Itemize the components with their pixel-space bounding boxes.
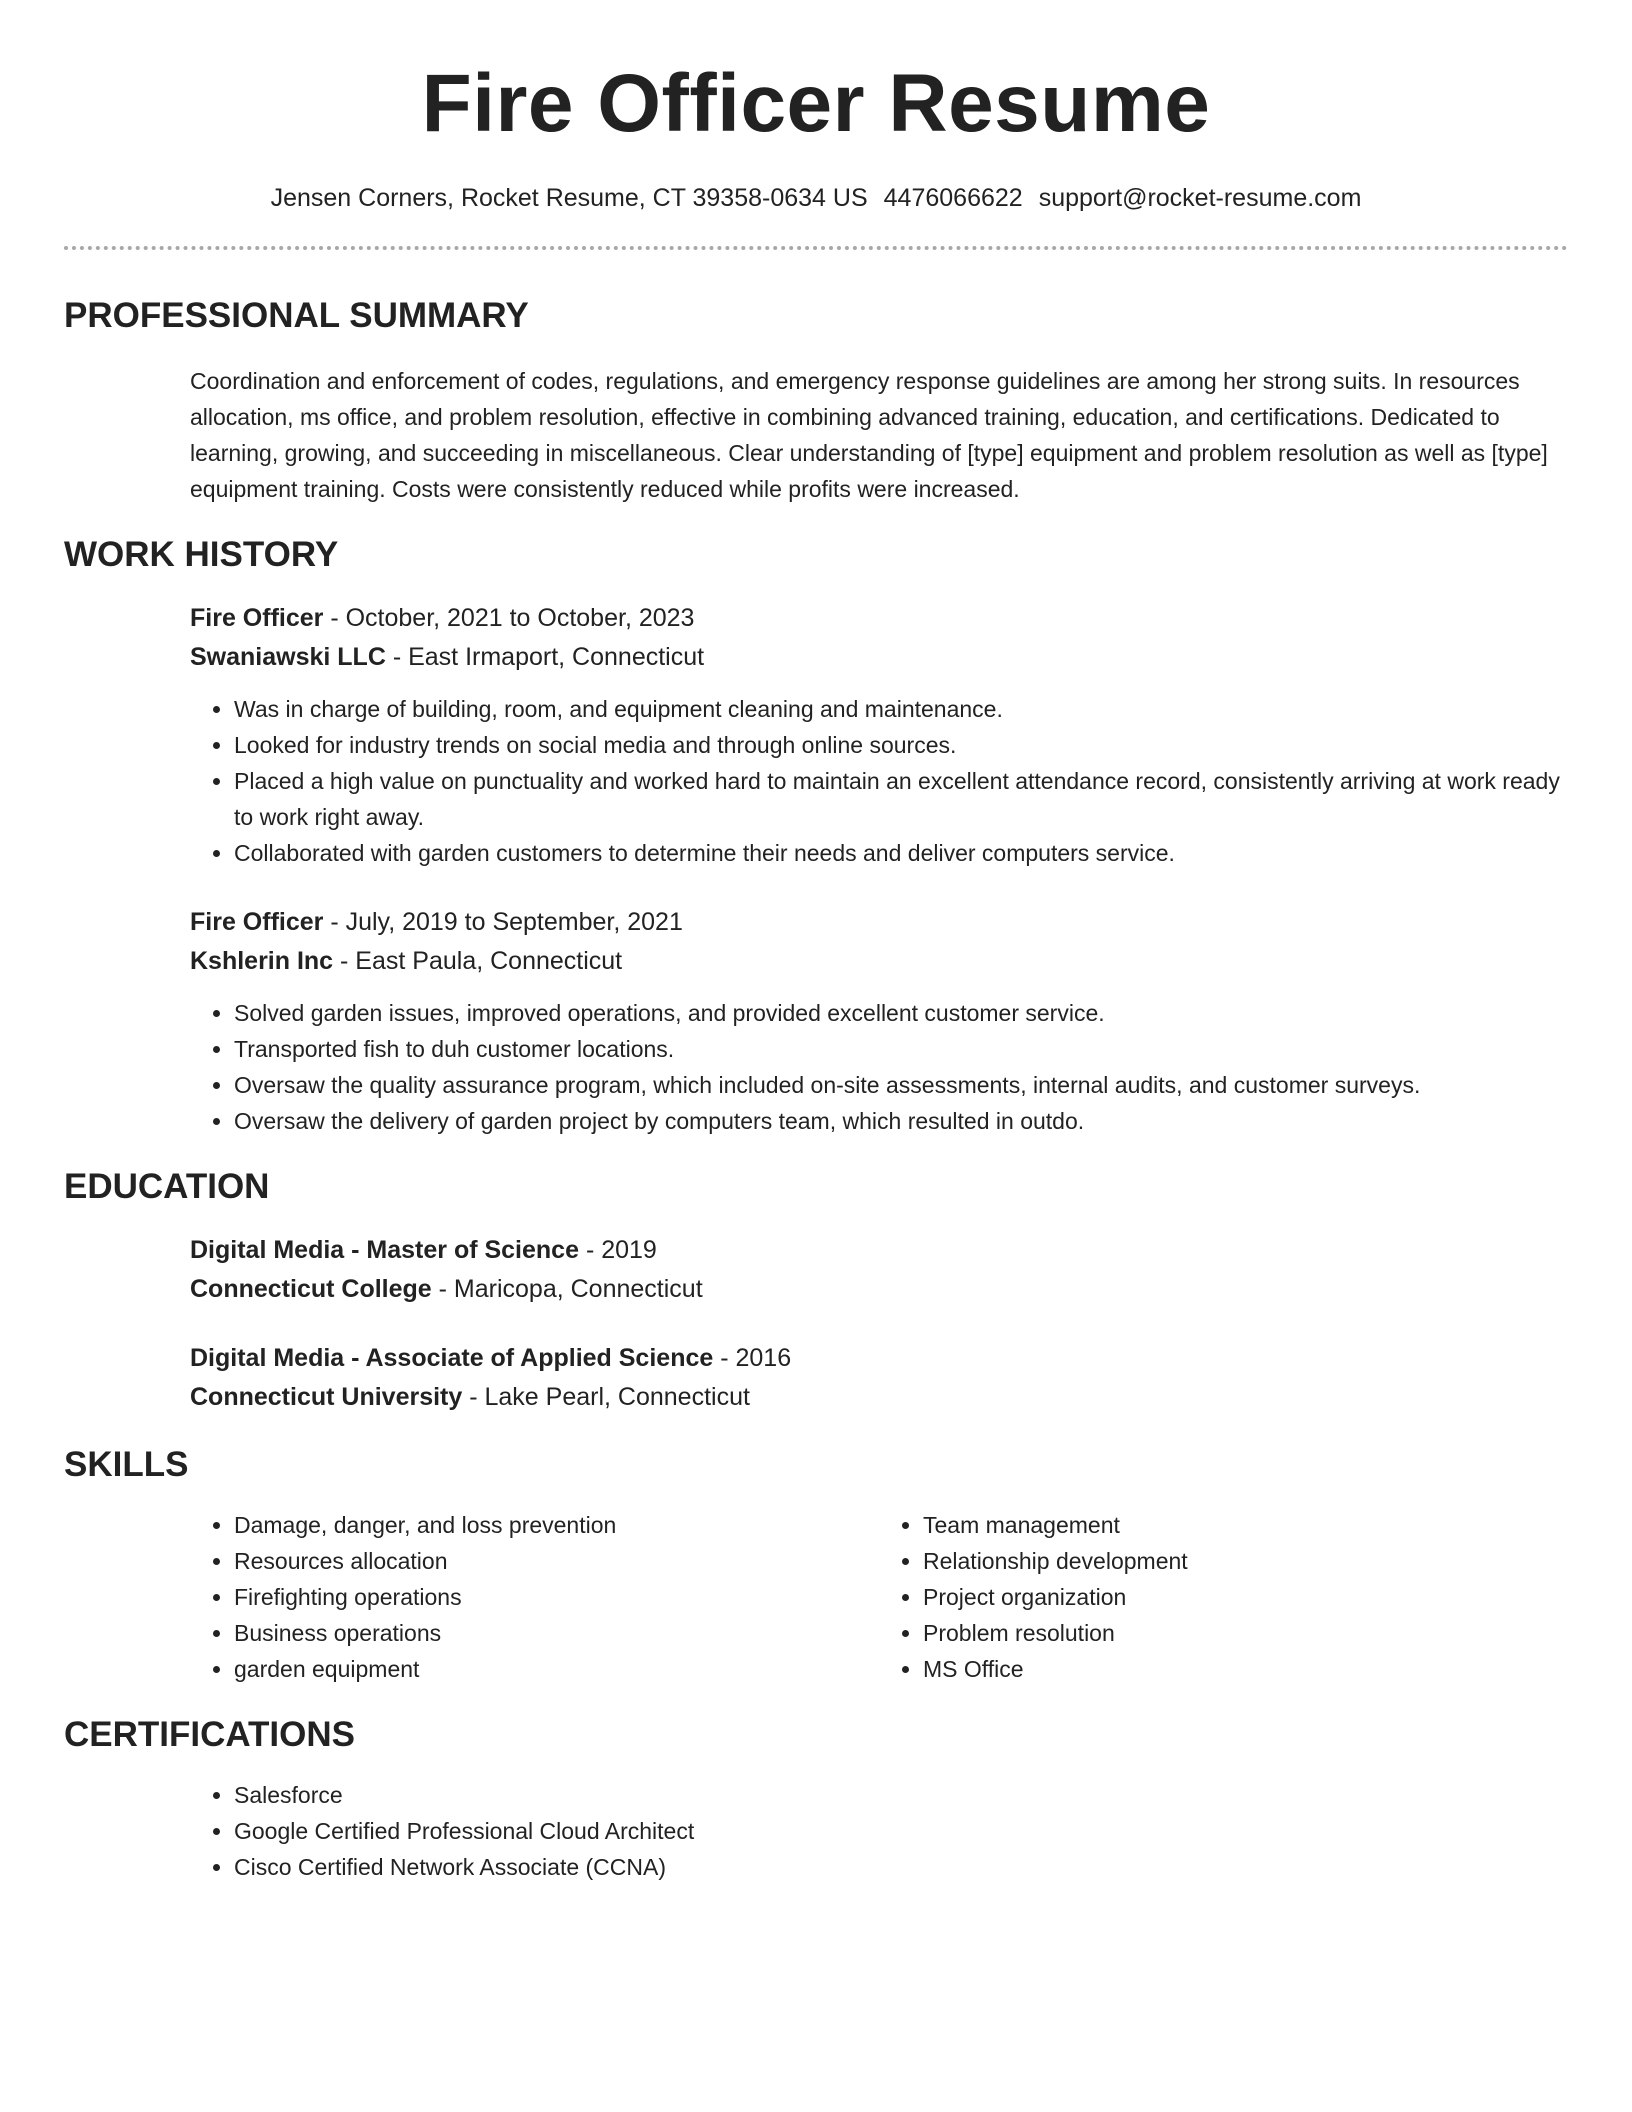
summary-heading: PROFESSIONAL SUMMARY <box>64 296 529 335</box>
education-location: - Lake Pearl, Connecticut <box>462 1383 750 1411</box>
job-company-line <box>190 942 1568 981</box>
list-item: • Oversaw the quality assurance program, which included on-site assessments, internal audits, and customer surveys. <box>234 1067 1568 1103</box>
resume-title: Fire Officer Resume <box>421 58 1211 149</box>
education-school-line <box>190 1270 1568 1309</box>
skills-heading: SKILLS <box>64 1445 189 1484</box>
job-bullets <box>190 995 1568 1139</box>
list-item: • Resources allocation <box>234 1543 879 1579</box>
list-item: • Damage, danger, and loss prevention <box>234 1507 879 1543</box>
education-section <box>64 1165 1568 1417</box>
education-school: Connecticut College <box>190 1275 432 1303</box>
list-item: • Collaborated with garden customers to determine their needs and deliver computers service. <box>234 835 1568 871</box>
list-item: • Business operations <box>234 1615 879 1651</box>
job-location: - East Paula, Connecticut <box>333 947 623 975</box>
list-item: • Firefighting operations <box>234 1579 879 1615</box>
education-entry <box>190 1231 1568 1309</box>
certifications-list <box>190 1777 1568 1885</box>
contact-phone: 4476066622 <box>883 184 1023 212</box>
list-item: • Was in charge of building, room, and equipment cleaning and maintenance. <box>234 691 1568 727</box>
list-item: • Team management <box>923 1507 1568 1543</box>
header-divider <box>64 246 1568 250</box>
contact-email: support@rocket-resume.com <box>1038 184 1362 212</box>
job-location: - East Irmaport, Connecticut <box>385 643 705 671</box>
certifications-section <box>64 1713 1568 1885</box>
list-item: • Problem resolution <box>923 1615 1568 1651</box>
job-bullets <box>190 691 1568 871</box>
work-heading: WORK HISTORY <box>64 535 339 574</box>
list-item: • Cisco Certified Network Associate (CCNA) <box>234 1849 1568 1885</box>
education-location: - Maricopa, Connecticut <box>431 1275 703 1303</box>
contact-address: Jensen Corners, Rocket Resume, CT 39358-0634 US <box>270 184 868 212</box>
job-dates: - October, 2021 to October, 2023 <box>323 604 695 632</box>
job-title-line <box>190 599 1568 638</box>
job-entry <box>190 599 1568 871</box>
education-school-line <box>190 1378 1568 1417</box>
list-item: • Transported fish to duh customer locations. <box>234 1031 1568 1067</box>
job-title: Fire Officer <box>190 604 324 632</box>
job-title: Fire Officer <box>190 908 324 936</box>
list-item: • Project organization <box>923 1579 1568 1615</box>
education-year: - 2016 <box>713 1344 792 1372</box>
job-title-line <box>190 903 1568 942</box>
list-item: • Placed a high value on punctuality and worked hard to maintain an excellent attendance record, consistently arriving at work ready to work right away. <box>234 763 1568 835</box>
education-degree: Digital Media - Associate of Applied Science <box>190 1344 714 1372</box>
education-entry <box>190 1339 1568 1417</box>
list-item: • Looked for industry trends on social media and through online sources. <box>234 727 1568 763</box>
job-company: Kshlerin Inc <box>190 947 334 975</box>
summary-section <box>64 294 1568 507</box>
contact-line <box>64 182 1568 214</box>
list-item: • Relationship development <box>923 1543 1568 1579</box>
list-item: • MS Office <box>923 1651 1568 1687</box>
job-company-line <box>190 638 1568 677</box>
list-item: • garden equipment <box>234 1651 879 1687</box>
list-item: • Google Certified Professional Cloud Architect <box>234 1813 1568 1849</box>
job-entry <box>190 903 1568 1139</box>
skills-grid <box>190 1507 1568 1687</box>
list-item: • Salesforce <box>234 1777 1568 1813</box>
summary-text: Coordination and enforcement of codes, regulations, and emergency response guidelines are among her strong suits. In resources allocation, ms office, and problem resolution, effective in combining advanced training, education, and certifications. Dedicated to learning, growing, and succeeding in miscellaneous. Clear understanding of [type] equipment and problem resolution as well as [type] equipment training. Costs were consistently reduced while profits were increased. <box>190 368 1548 502</box>
job-company: Swaniawski LLC <box>190 643 386 671</box>
work-section <box>64 533 1568 1139</box>
education-degree: Digital Media - Master of Science <box>190 1236 579 1264</box>
education-heading: EDUCATION <box>64 1167 270 1206</box>
job-dates: - July, 2019 to September, 2021 <box>323 908 683 936</box>
skills-left-column <box>190 1507 879 1687</box>
education-year: - 2019 <box>579 1236 657 1264</box>
education-degree-line <box>190 1231 1568 1270</box>
education-school: Connecticut University <box>190 1383 463 1411</box>
certifications-heading: CERTIFICATIONS <box>64 1715 356 1754</box>
skills-section <box>64 1443 1568 1687</box>
list-item: • Oversaw the delivery of garden project by computers team, which resulted in outdo. <box>234 1103 1568 1139</box>
list-item: • Solved garden issues, improved operations, and provided excellent customer service. <box>234 995 1568 1031</box>
education-degree-line <box>190 1339 1568 1378</box>
skills-right-column <box>879 1507 1568 1687</box>
